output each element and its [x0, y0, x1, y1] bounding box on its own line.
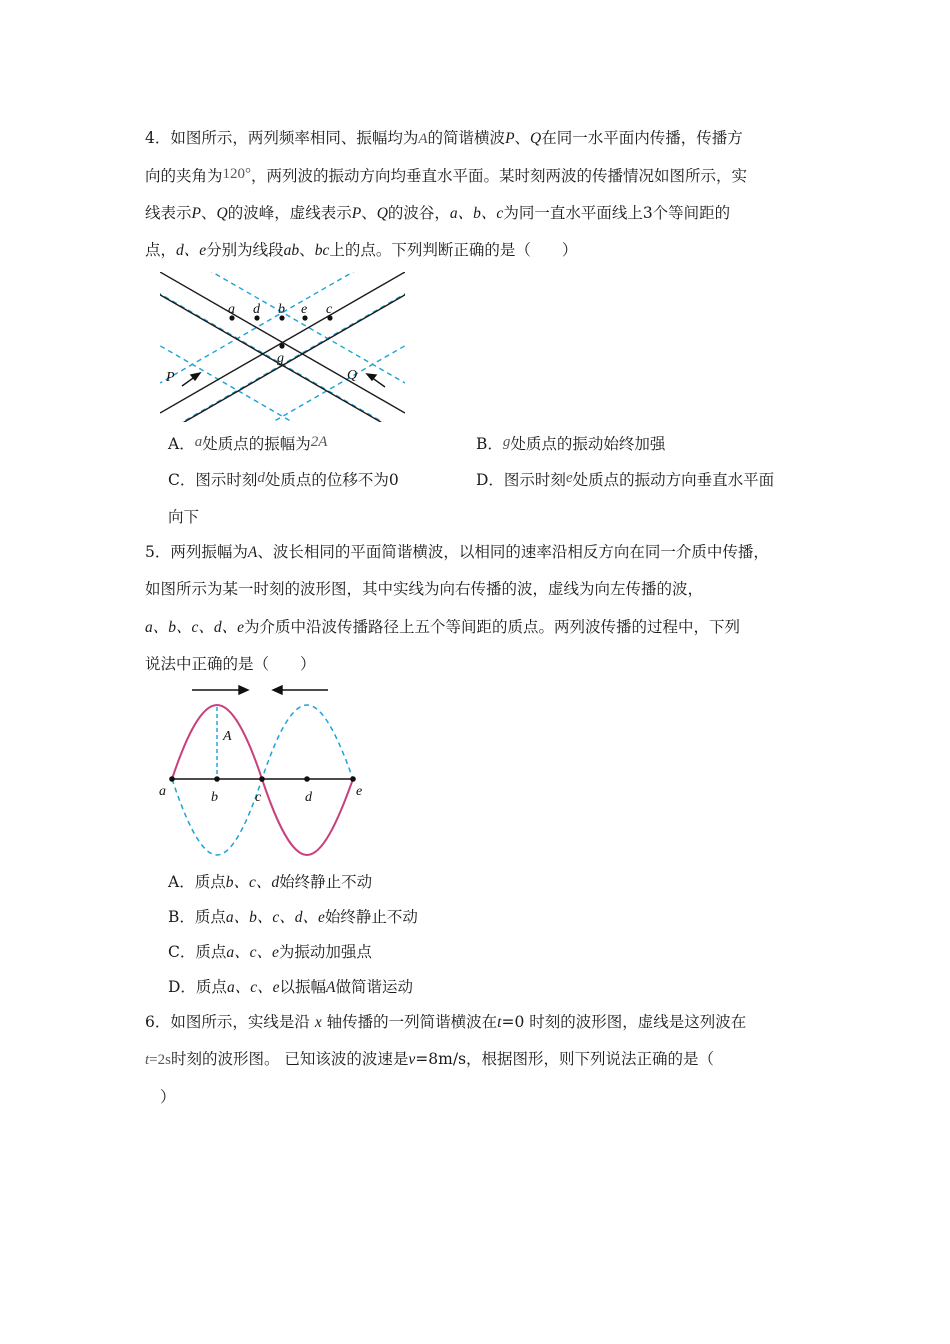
- label-Q: Q: [347, 368, 358, 383]
- label-A: A: [223, 729, 232, 744]
- label-c: c: [255, 790, 262, 805]
- q5-option-d[interactable]: D．质点a、c、e以振幅A做简谐运动: [168, 978, 413, 996]
- label-e: e: [301, 302, 308, 317]
- point-a: [169, 776, 175, 782]
- q4-line-3: 线表示P、Q的波峰，虚线表示P、Q的波谷，a、b、c为同一直水平面线上3个等间距的: [145, 204, 731, 222]
- q5-line-3: a、b、c、d、e为介质中沿波传播路径上五个等间距的质点。两列波传播的过程中，下列: [145, 618, 741, 636]
- point-g: [279, 343, 284, 348]
- q6-line-1: 6．如图所示，实线是沿 x 轴传播的一列简谐横波在t=0 时刻的波形图，虚线是这列波在: [145, 1013, 747, 1031]
- label-a: a: [159, 784, 166, 799]
- label-a: a: [228, 302, 235, 317]
- label-e: e: [356, 784, 363, 799]
- point-e: [350, 776, 356, 782]
- point-c: [259, 776, 265, 782]
- point-b: [214, 776, 220, 782]
- label-g: g: [277, 351, 284, 366]
- q5-line-4: 说法中正确的是（ ）: [145, 655, 316, 673]
- q6-line-3: ）: [160, 1088, 176, 1106]
- point-d: [304, 776, 310, 782]
- q4-wave-interference-figure: [160, 272, 405, 422]
- q5-line-1: 5．两列振幅为A、波长相同的平面简谐横波，以相同的速率沿相反方向在同一介质中传播，: [145, 543, 769, 561]
- q4-line-4: 点，d、e分别为线段ab、bc上的点。下列判断正确的是（ ）: [145, 241, 578, 259]
- q4-line-2: 向的夹角为120°，两列波的振动方向均垂直水平面。某时刻两波的传播情况如图所示，实: [145, 166, 748, 185]
- q5-option-b[interactable]: B．质点a、b、c、d、e始终静止不动: [168, 908, 418, 926]
- q4-option-a[interactable]: A．a处质点的振幅为2A: [168, 434, 328, 453]
- q6-line-2: t=2s时刻的波形图。 已知该波的波速是v=8m/s，根据图形，则下列说法正确的是（: [145, 1050, 715, 1068]
- q4-option-d[interactable]: D．图示时刻e处质点的振动方向垂直水平面: [476, 470, 775, 489]
- label-d: d: [253, 302, 260, 317]
- q4-option-b[interactable]: B．g处质点的振动始终加强: [476, 434, 666, 453]
- q5-line-2: 如图所示为某一时刻的波形图，其中实线为向右传播的波，虚线为向左传播的波，: [145, 580, 704, 598]
- q5-option-c[interactable]: C．质点a、c、e为振动加强点: [168, 943, 372, 961]
- label-d: d: [305, 790, 312, 805]
- label-b: b: [211, 790, 218, 805]
- q4-option-c[interactable]: C．图示时刻d处质点的位移不为0: [168, 470, 399, 489]
- label-P: P: [166, 370, 175, 385]
- label-b: b: [278, 302, 285, 317]
- q5-option-a[interactable]: A．质点b、c、d始终静止不动: [168, 873, 373, 891]
- q4-option-d-continued: 向下: [168, 508, 200, 526]
- q4-line-1: 4．如图所示，两列频率相同、振幅均为A的简谐横波P、Q在同一水平面内传播，传播方: [145, 129, 743, 147]
- label-c: c: [326, 302, 333, 317]
- q5-standing-wave-figure: [155, 680, 375, 860]
